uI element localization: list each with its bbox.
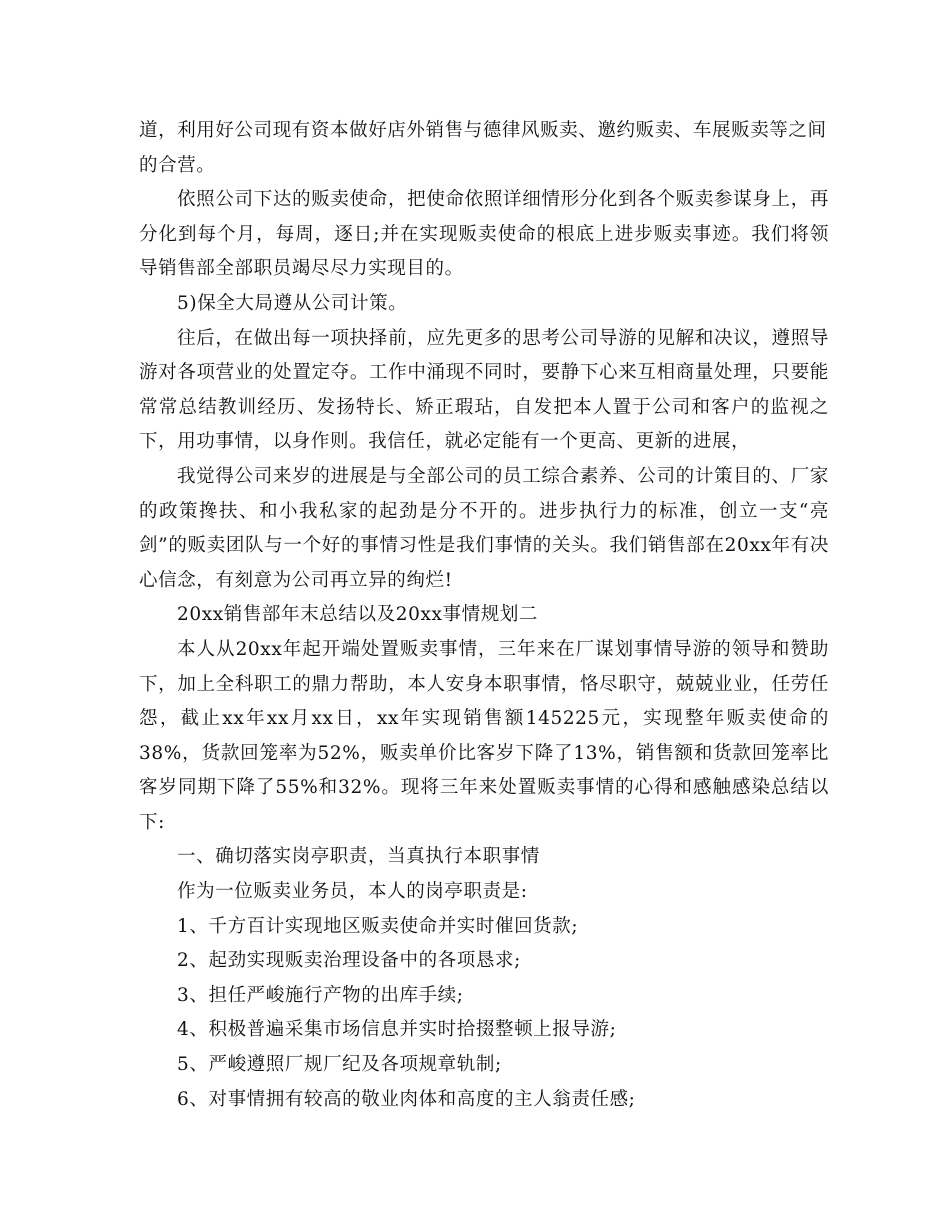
list-item: 2、起劲实现贩卖治理设备中的各项恳求;	[177, 950, 521, 972]
section-title: 20xx销售部年末总结以及20xx事情规划二	[177, 604, 539, 626]
document-body	[139, 114, 829, 1117]
list-item: 4、积极普遍采集市场信息并实时拾掇整顿上报导游;	[177, 1019, 617, 1041]
paragraph-sales-task: 依照公司下达的贩卖使命，把使命依照详细情形分化到各个贩卖参谋身上，再分化到每个月，每周，逐日;并在实现贩卖使命的根底上进步贩卖事迹。我们将领导销售部全部职员竭尽尽力实现目的。	[139, 189, 829, 280]
paragraph-heading-strategy: 5)保全大局遵从公司计策。	[177, 292, 408, 314]
list-item: 1、千方百计实现地区贩卖使命并实时催回货款;	[177, 915, 579, 937]
paragraph-summary: 本人从20xx年起开端处置贩卖事情，三年来在厂谋划事情导游的领导和赞助下，加上全科职工的鼎力帮助，本人安身本职事情，恪尽职守，兢兢业业，任劳任怨，截止xx年xx月xx日，xx年实现销售额145225元，实现整年贩卖使命的38%，货款回笼率为52%，贩卖单价比客岁下降了13%，销售额和货款回笼率比客岁同期下降了55%和32%。现将三年来处置贩卖事情的心得和感触感染总结以下:	[139, 638, 829, 833]
paragraph-duties-intro: 作为一位贩卖业务员，本人的岗亭职责是:	[177, 881, 528, 903]
list-item: 5、严峻遵照厂规厂纪及各项规章轨制;	[177, 1054, 502, 1076]
list-item: 3、担任严峻施行产物的出库手续;	[177, 984, 464, 1006]
paragraph-next-year: 我觉得公司来岁的进展是与全部公司的员工综合素养、公司的计策目的、厂家的政策搀扶、和小我私家的起劲是分不开的。进步执行力的标准，创立一支“亮剑”的贩卖团队与一个好的事情习性是我们事情的关头。我们销售部在20xx年有决心信念，有刻意为公司再立异的绚烂!	[139, 465, 829, 591]
list-item: 6、对事情拥有较高的敬业肉体和高度的主人翁责任感;	[177, 1088, 636, 1110]
paragraph-continuation: 道，利用好公司现有资本做好店外销售与德律风贩卖、邀约贩卖、车展贩卖等之间的合营。	[139, 120, 827, 176]
paragraph-heading-duties: 一、确切落实岗亭职责，当真执行本职事情	[177, 846, 540, 868]
paragraph-decisions: 往后，在做出每一项抉择前，应先更多的思考公司导游的见解和决议，遵照导游对各项营业的处置定夺。工作中涌现不同时，要静下心来互相商量处理，只要能常常总结教训经历、发扬特长、矫正瑕玷，自发把本人置于公司和客户的监视之下，用功事情，以身作则。我信任，就必定能有一个更高、更新的进展，	[139, 327, 829, 453]
